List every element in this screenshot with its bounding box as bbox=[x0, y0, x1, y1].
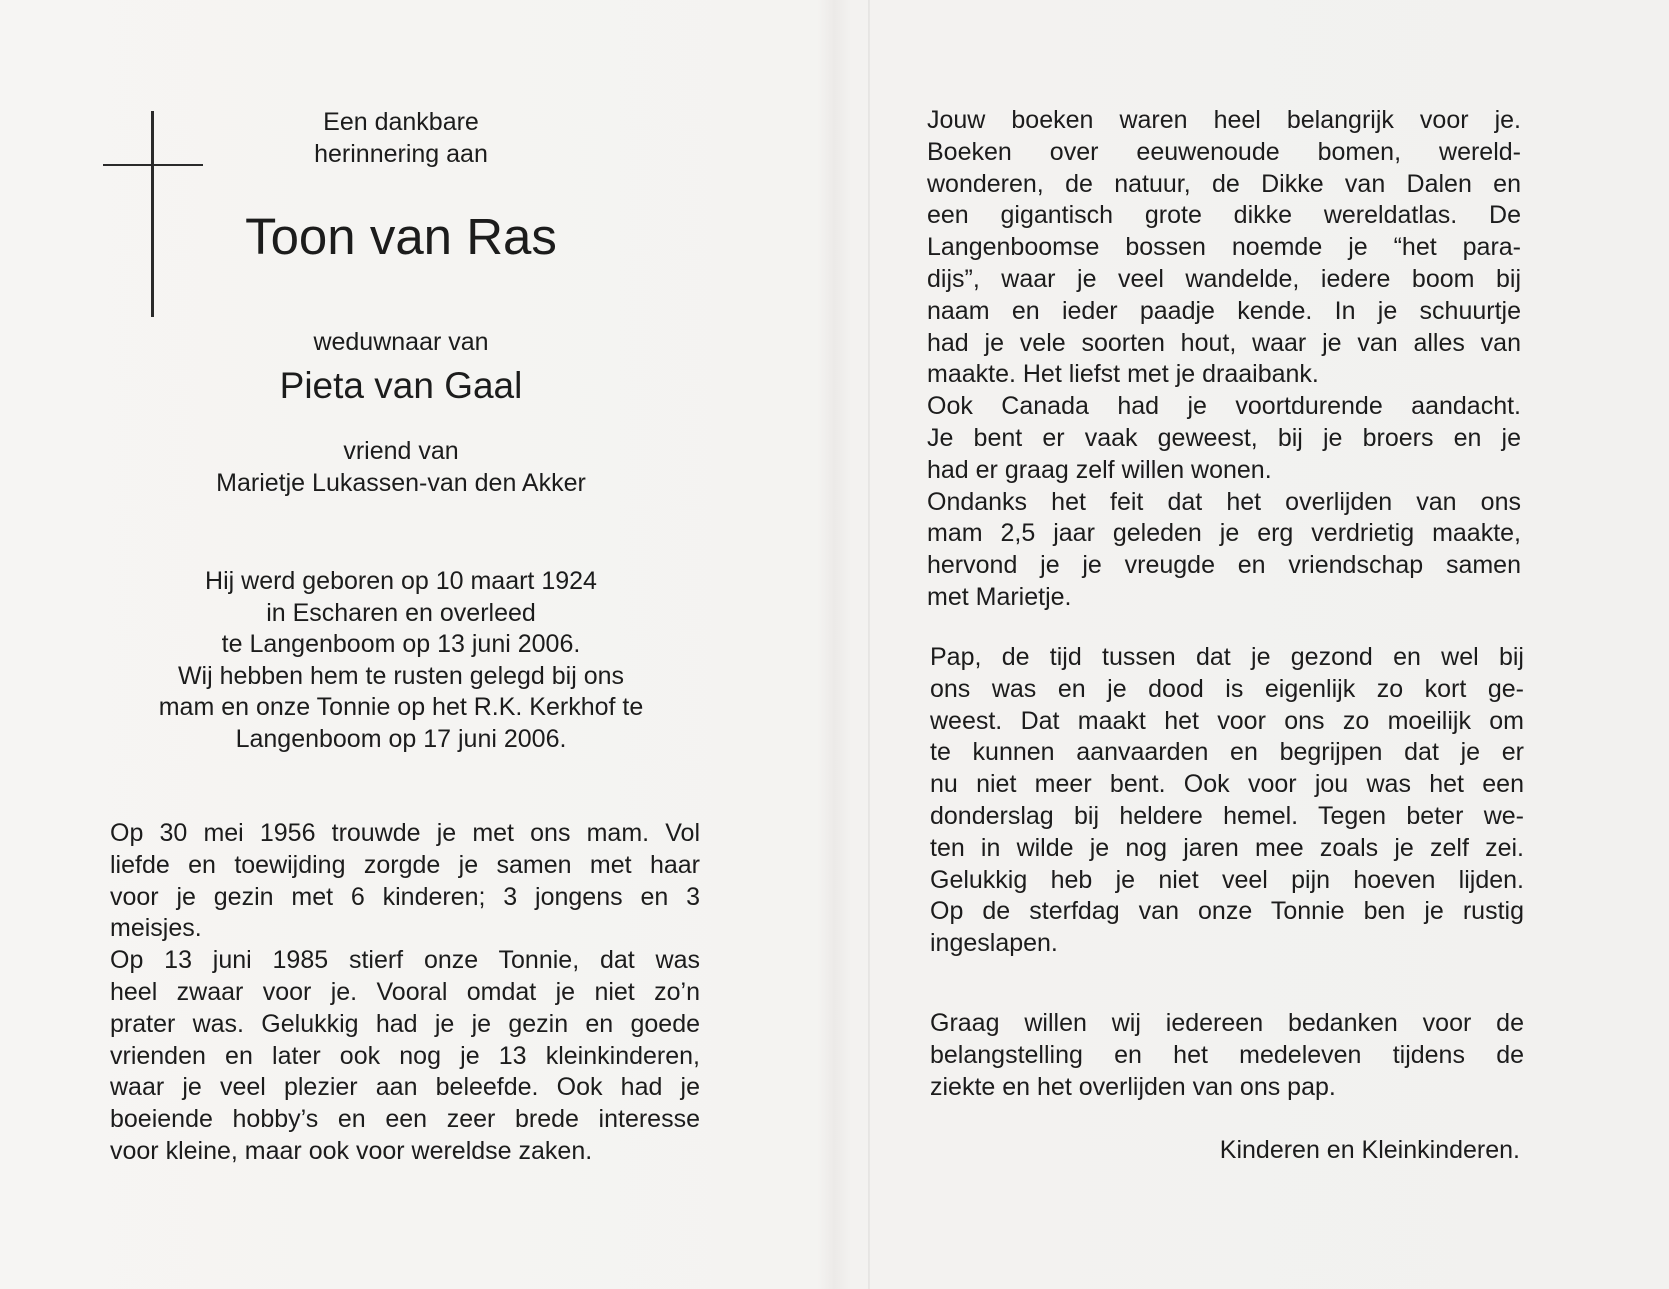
body-line: donderslag bij heldere hemel. Tegen beter we- bbox=[930, 801, 1524, 830]
body-line: nu niet meer bent. Ook voor jou was het een bbox=[930, 770, 1524, 799]
body-line: dijs”, waar je veel wandelde, iedere boom bij bbox=[927, 264, 1521, 293]
spouse-label: weduwnaar van bbox=[313, 328, 489, 356]
life-line: in Escharen en overleed bbox=[266, 598, 536, 627]
body-line: heel zwaar voor je. Vooral omdat je niet zo’n bbox=[110, 977, 700, 1006]
life-line: Langenboom op 17 juni 2006. bbox=[235, 724, 567, 753]
signature: Kinderen en Kleinkinderen. bbox=[1219, 1136, 1520, 1164]
body-line: ingeslapen. bbox=[930, 929, 1058, 958]
friend-label: vriend van bbox=[343, 437, 459, 465]
body-line: hervond je je vreugde en vriendschap samen bbox=[927, 551, 1521, 580]
body-line: had er graag zelf willen wonen. bbox=[927, 455, 1272, 484]
body-line: ons was en je dood is eigenlijk zo kort ge- bbox=[930, 674, 1524, 703]
body-line: voor kleine, maar ook voor wereldse zaken. bbox=[110, 1136, 593, 1165]
life-line: mam en onze Tonnie op het R.K. Kerkhof te bbox=[158, 693, 644, 722]
body-line: naam en ieder paadje kende. In je schuurtje bbox=[927, 296, 1521, 325]
card-fold bbox=[868, 0, 870, 1289]
body-line: maakte. Het liefst met je draaibank. bbox=[927, 360, 1319, 389]
spouse-name: Pieta van Gaal bbox=[279, 365, 523, 406]
body-line: Pap, de tijd tussen dat je gezond en wel bij bbox=[930, 643, 1524, 671]
body-line: met Marietje. bbox=[927, 582, 1072, 611]
body-line: Boeken over eeuwenoude bomen, wereld- bbox=[927, 137, 1521, 166]
body-line: een gigantisch grote dikke wereldatlas. De bbox=[927, 201, 1521, 230]
body-line: wonderen, de natuur, de Dikke van Dalen en bbox=[927, 169, 1521, 198]
body-line: Ook Canada had je voortdurende aandacht. bbox=[927, 392, 1521, 421]
intro-line: Een dankbare bbox=[323, 108, 479, 136]
body-line: Op 30 mei 1956 trouwde je met ons mam. Vol bbox=[110, 819, 700, 847]
right-body-text-2 bbox=[930, 642, 1524, 960]
body-line: Ondanks het feit dat het overlijden van ons bbox=[927, 487, 1521, 516]
body-line: vrienden en later ook nog je 13 kleinkinderen, bbox=[110, 1041, 700, 1070]
life-line: Hij werd geboren op 10 maart 1924 bbox=[205, 567, 597, 595]
body-line: prater was. Gelukkig had je je gezin en goede bbox=[110, 1009, 700, 1038]
life-line: te Langenboom op 13 juni 2006. bbox=[221, 630, 581, 659]
body-line: waar je veel plezier aan beleefde. Ook had je bbox=[110, 1073, 700, 1102]
body-line: Je bent er vaak geweest, bij je broers en je bbox=[927, 423, 1521, 452]
body-line: boeiende hobby’s en een zeer brede interesse bbox=[110, 1105, 700, 1134]
intro-text bbox=[110, 106, 692, 170]
body-line: liefde en toewijding zorgde je samen met haar bbox=[110, 850, 700, 879]
deceased-name: Toon van Ras bbox=[245, 208, 557, 265]
thanks-line: belangstelling en het medeleven tijdens de bbox=[930, 1040, 1524, 1069]
body-line: meisjes. bbox=[110, 914, 202, 943]
body-line: Op 13 juni 1985 stierf onze Tonnie, dat was bbox=[110, 946, 700, 975]
body-line: voor je gezin met 6 kinderen; 3 jongens en 3 bbox=[110, 882, 700, 911]
life-line: Wij hebben hem te rusten gelegd bij ons bbox=[177, 661, 625, 690]
body-line: mam 2,5 jaar geleden je erg verdrietig maakte, bbox=[927, 519, 1521, 548]
thanks-line: ziekte en het overlijden van ons pap. bbox=[930, 1072, 1336, 1101]
life-details bbox=[110, 566, 692, 756]
intro-line: herinnering aan bbox=[314, 140, 488, 168]
thanks-line: Graag willen wij iedereen bedanken voor de bbox=[930, 1009, 1524, 1037]
body-line: Langenboomse bossen noemde je “het para- bbox=[927, 233, 1521, 262]
body-line: Jouw boeken waren heel belangrijk voor je. bbox=[927, 106, 1521, 134]
left-body-text bbox=[110, 818, 700, 1168]
friend-name: Marietje Lukassen-van den Akker bbox=[216, 469, 586, 497]
body-line: weest. Dat maakt het voor ons zo moeilijk om bbox=[930, 706, 1524, 735]
friend-text bbox=[110, 435, 692, 499]
thanks-text bbox=[930, 1008, 1524, 1103]
body-line: Gelukkig heb je niet veel pijn hoeven lijden. bbox=[930, 865, 1524, 894]
body-line: ten in wilde je nog jaren mee zoals je zelf zei. bbox=[930, 833, 1524, 862]
body-line: Op de sterfdag van onze Tonnie ben je rustig bbox=[930, 897, 1524, 926]
body-line: te kunnen aanvaarden en begrijpen dat je er bbox=[930, 738, 1524, 767]
right-body-text bbox=[927, 105, 1521, 614]
body-line: had je vele soorten hout, waar je van alles van bbox=[927, 328, 1521, 357]
